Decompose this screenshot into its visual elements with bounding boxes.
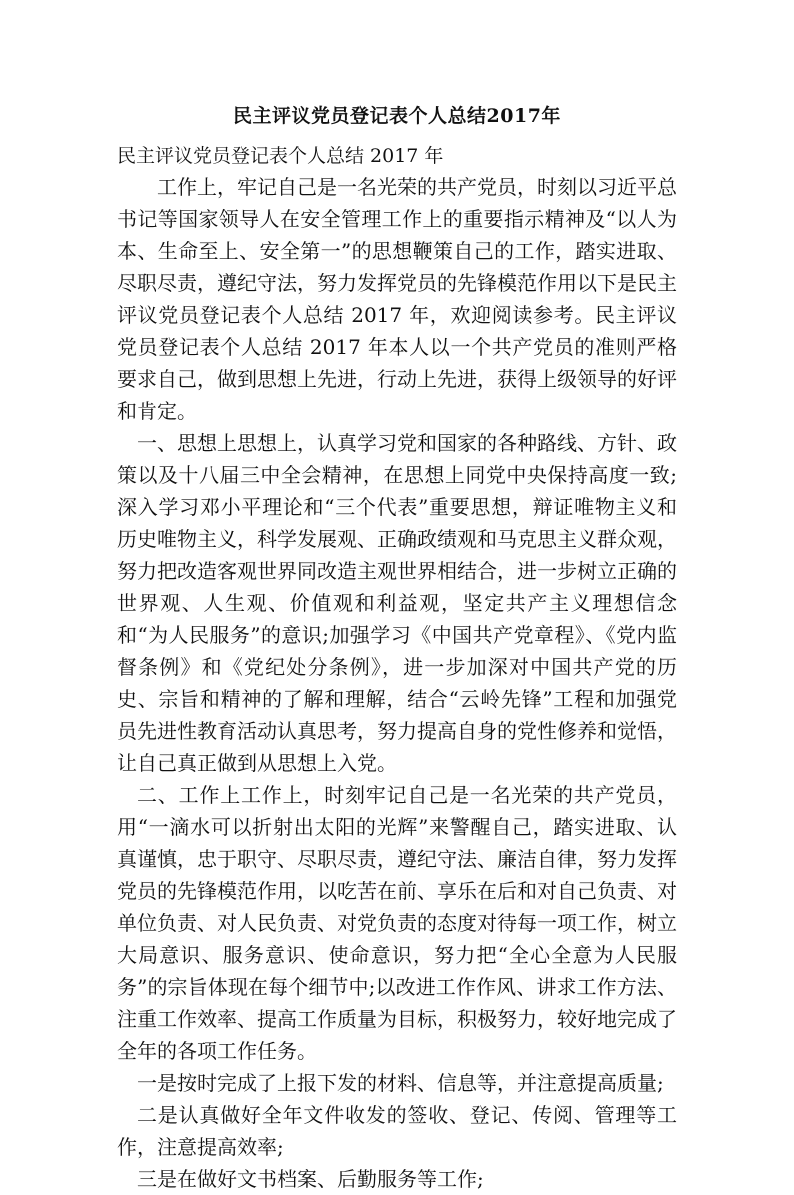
paragraph-work: 二、工作上工作上，时刻牢记自己是一名光荣的共产党员，用“一滴水可以折射出太阳的光辉”来警醒自己，踏实进取、认真谨慎，忠于职守、尽职尽责，遵纪守法、廉洁自律，努力发挥党员的先锋模范作用，以吃苦在前、享乐在后和对自己负责、对单位负责、对人民负责、对党负责的态度对待每一项工作，树立大局意识、服务意识、使命意识，努力把“全心全意为人民服务”的宗旨体现在每个细节中;以改进工作作风、讲求工作方法、注重工作效率、提高工作质量为目标，积极努力，较好地完成了全年的各项工作任务。 — [117, 783, 677, 1063]
paragraph-item-2: 二是认真做好全年文件收发的签收、登记、传阅、管理等工作，注意提高效率; — [117, 1103, 677, 1159]
paragraph-thought: 一、思想上思想上，认真学习党和国家的各种路线、方针、政策以及十八届三中全会精神，在思想上同党中央保持高度一致;深入学习邓小平理论和“三个代表”重要思想，辩证唯物主义和历史唯物主义，科学发展观、正确政绩观和马克思主义群众观，努力把改造客观世界同改造主观世界相结合，进一步树立正确的世界观、人生观、价值观和利益观，坚定共产主义理想信念和“为人民服务”的意识;加强学习《中国共产党章程》、《党内监督条例》和《党纪处分条例》，进一步加深对中国共产党的历史、宗旨和精神的了解和理解，结合“云岭先锋”工程和加强党员先进性教育活动认真思考，努力提高自身的党性修养和觉悟，让自己真正做到从思想上入党。 — [117, 431, 677, 775]
paragraph-item-1: 一是按时完成了上报下发的材料、信息等，并注意提高质量; — [137, 1071, 664, 1095]
paragraph-item-3: 三是在做好文书档案、后勤服务等工作; — [137, 1167, 484, 1191]
paragraph-intro: 工作上，牢记自己是一名光荣的共产党员，时刻以习近平总书记等国家领导人在安全管理工作上的重要指示精神及“以人为本、生命至上、安全第一”的思想鞭策自己的工作，踏实进取、尽职尽责，遵纪守法，努力发挥党员的先锋模范作用以下是民主评议党员登记表个人总结 2017 年，欢迎阅读参考。民主评议党员登记表个人总结 2017 年本人以一个共产党员的准则严格要求自己，做到思想上先进，行动上先进，获得上级领导的好评和肯定。 — [117, 175, 677, 423]
document-body — [117, 141, 677, 1195]
document-title: 民主评议党员登记表个人总结2017年 — [233, 105, 561, 127]
document-subtitle: 民主评议党员登记表个人总结 2017 年 — [117, 145, 444, 167]
